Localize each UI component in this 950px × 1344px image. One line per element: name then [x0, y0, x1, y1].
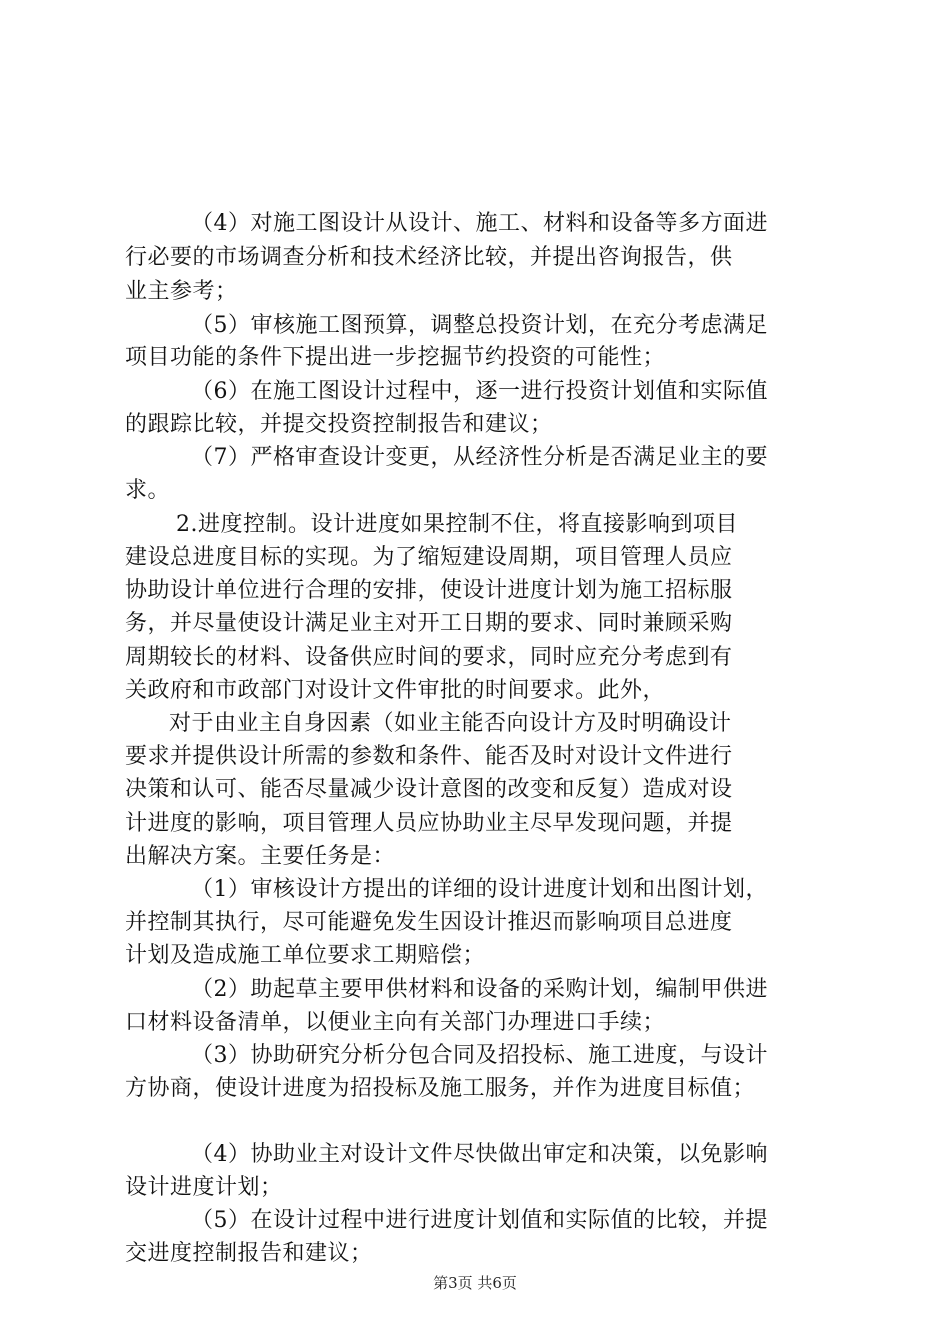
- text-line: 对于由业主自身因素（如业主能否向设计方及时明确设计: [169, 711, 732, 736]
- text-line: 行必要的市场调查分析和技术经济比较，并提出咨询报告，供: [125, 245, 733, 270]
- text-line: 决策和认可、能否尽量减少设计意图的改变和反复）造成对设: [125, 777, 733, 802]
- text-line: 周期较长的材料、设备供应时间的要求，同时应充分考虑到有: [125, 645, 733, 670]
- text-line: （5）在设计过程中进行进度计划值和实际值的比较，并提: [191, 1208, 768, 1233]
- text-line: 出解决方案。主要任务是：: [125, 844, 396, 869]
- text-line: 计进度的影响，项目管理人员应协助业主尽早发现问题，并提: [125, 811, 733, 836]
- text-line: 要求并提供设计所需的参数和条件、能否及时对设计文件进行: [125, 744, 733, 769]
- text-line: 口材料设备清单，以便业主向有关部门办理进口手续；: [125, 1010, 666, 1035]
- text-line: 的跟踪比较，并提交投资控制报告和建议；: [125, 412, 553, 437]
- text-line: 建设总进度目标的实现。为了缩短建设周期，项目管理人员应: [125, 545, 733, 570]
- text-line: （3）协助研究分析分包合同及招投标、施工进度，与设计: [191, 1043, 768, 1068]
- text-line: 计划及造成施工单位要求工期赔偿；: [125, 943, 486, 968]
- text-line: 交进度控制报告和建议；: [125, 1241, 373, 1266]
- text-line: 方协商，使设计进度为招投标及施工服务，并作为进度目标值；: [125, 1076, 756, 1101]
- text-line: 设计进度计划；: [125, 1175, 283, 1200]
- text-line: 务，并尽量使设计满足业主对开工日期的要求、同时兼顾采购: [125, 611, 733, 636]
- text-line: 并控制其执行，尽可能避免发生因设计推迟而影响项目总进度: [125, 910, 733, 935]
- text-line: 2.进度控制。设计进度如果控制不住，将直接影响到项目: [176, 512, 738, 537]
- text-line: （2）助起草主要甲供材料和设备的采购计划，编制甲供进: [191, 977, 768, 1002]
- text-line: （7）严格审查设计变更，从经济性分析是否满足业主的要: [191, 445, 768, 470]
- text-line: （6）在施工图设计过程中，逐一进行投资计划值和实际值: [191, 379, 768, 404]
- text-line: （4）协助业主对设计文件尽快做出审定和决策，以免影响: [191, 1142, 768, 1167]
- text-line: 关政府和市政部门对设计文件审批的时间要求。此外，: [125, 678, 666, 703]
- text-line: （1）审核设计方提出的详细的设计进度计划和出图计划，: [191, 877, 768, 902]
- text-line: 项目功能的条件下提出进一步挖掘节约投资的可能性；: [125, 345, 666, 370]
- text-line: 求。: [125, 478, 171, 503]
- text-line: 业主参考；: [125, 279, 238, 304]
- text-line: （4）对施工图设计从设计、施工、材料和设备等多方面进: [191, 211, 768, 236]
- text-line: 协助设计单位进行合理的安排，使设计进度计划为施工招标服: [125, 578, 733, 603]
- text-line: （5）审核施工图预算，调整总投资计划，在充分考虑满足: [191, 313, 768, 338]
- page-number-footer: 第3页 共6页: [433, 1274, 517, 1292]
